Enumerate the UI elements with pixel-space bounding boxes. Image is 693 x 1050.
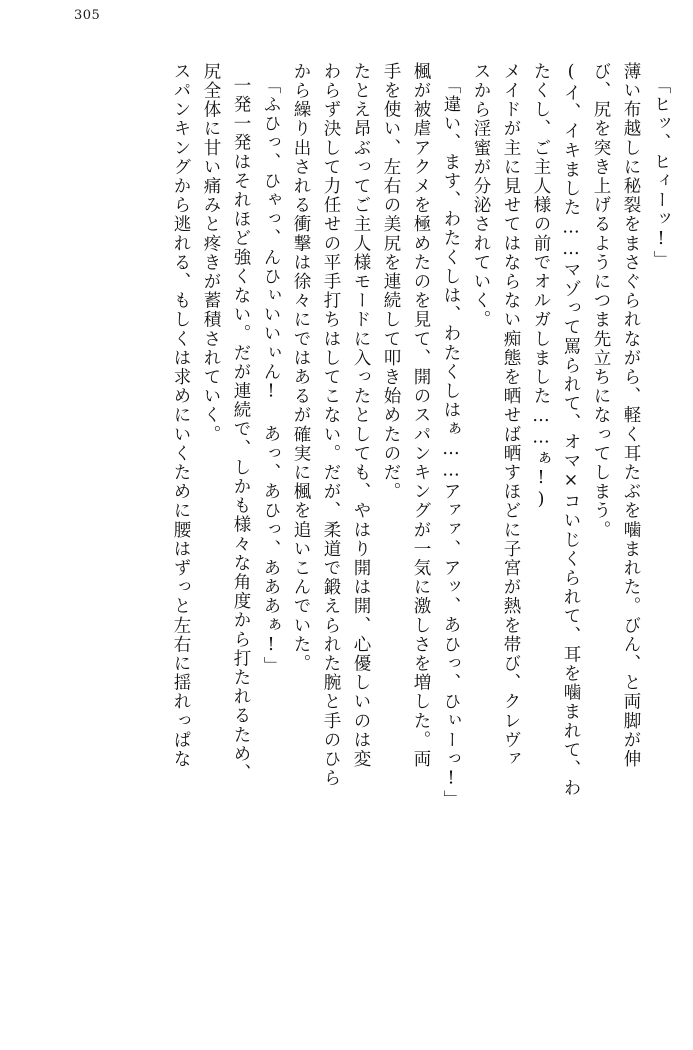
text-line: スパンキングから逃れる、もしくは求めにいくために腰はずっと左右に揺れっぱな	[171, 62, 191, 769]
vertical-text-body	[30, 62, 669, 1012]
text-line: 手を使い、左右の美尻を連続して叩き始めたのだ。	[381, 62, 401, 502]
text-line: メイドが主に見せてはならない痴態を晒せば晒すほどに子宮が熱を帯び、クレヴァ	[501, 62, 521, 769]
text-line: スから淫蜜が分泌されていく。	[471, 62, 491, 330]
text-line: たとえ昂ぶってご主人様モードに入ったとしても、やはり開は開、心優しいのは変	[351, 62, 371, 769]
page-number: 305	[74, 8, 101, 23]
text-line: わらず決して力任せの平手打ちはしてこない。だが、柔道で鍛えられた腕と手のひら	[321, 62, 341, 788]
text-line: 楓が被虐アクメを極めたのを見て、開のスパンキングが一気に激しさを増した。両	[411, 62, 431, 769]
text-line: 「ヒッ、ヒィーッ!」	[651, 76, 671, 270]
text-line: 尻全体に甘い痛みと疼きが蓄積されていく。	[201, 62, 221, 444]
text-line: たくし、ご主人様の前でオルガしました……ぁ!)	[531, 62, 551, 512]
text-line: (イ、イキました……マゾって罵られて、オマ×コいじくられて、耳を噛まれて、わ	[561, 62, 581, 798]
text-line: 薄い布越しに秘裂をまさぐられながら、軽く耳たぶを噛まれた。びん、と両脚が伸	[621, 62, 641, 769]
text-line: から繰り出される衝撃は徐々にではあるが確実に楓を追いこんでいた。	[291, 62, 311, 674]
text-line: 「ふひっ、ひゃっ、んひぃいいぃん! あっ、あひっ、あああぁ!」	[261, 76, 281, 676]
text-line: 一発一発はそれほど強くない。だが連続で、しかも様々な角度から打たれるため、	[231, 76, 251, 783]
text-line: 「違い、ます、わたくしは、わたくしはぁ……アァァ、アッ、あひっ、ひぃーっ!」	[441, 76, 461, 810]
text-line: び、尻を突き上げるようにつま先立ちになってしまう。	[591, 62, 611, 540]
